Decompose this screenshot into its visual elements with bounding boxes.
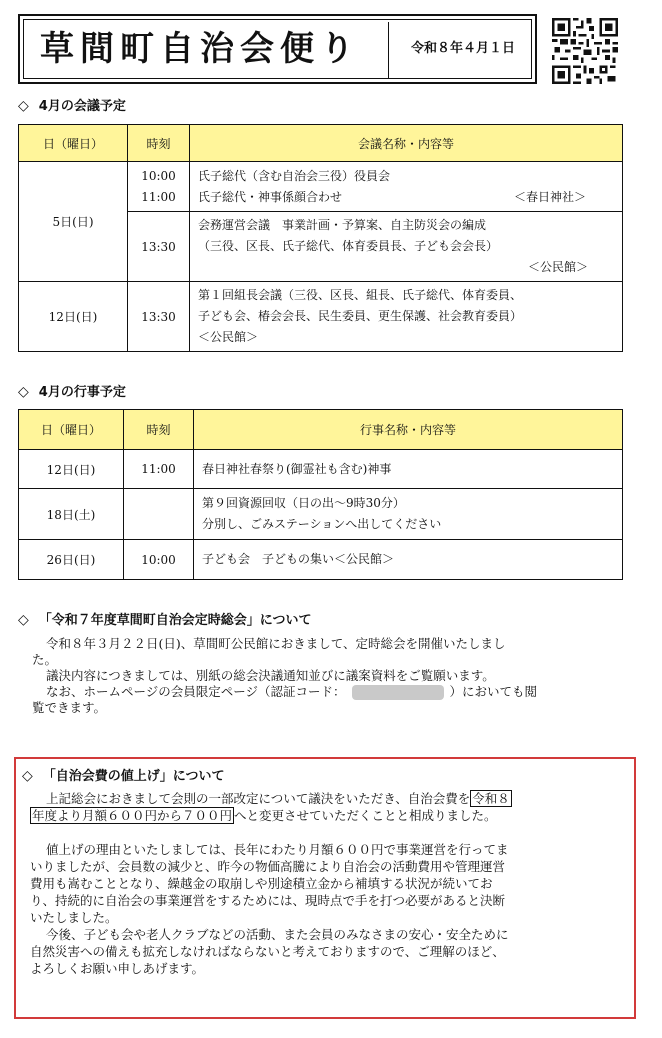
events-heading: [18, 381, 126, 400]
paragraph-line: よろしくお願い申しあげます。: [30, 961, 205, 976]
table-row-date: 12日(日): [19, 450, 124, 489]
qr-code-icon: [552, 18, 618, 84]
paragraph-line: 自然災害への備えも拡充しなければならないと考えておりますので、ご理解のほど、: [30, 944, 505, 959]
table-row-date: 5日(日): [19, 162, 128, 282]
paragraph-line: [30, 790, 628, 807]
content-line: 分別し、ごみステーションへ出してください: [202, 517, 442, 531]
content-line: 会務運営会議 事業計画・予算案、自主防災会の編成: [198, 218, 487, 232]
paragraph-line: り、持続的に自治会の事業運営をするためには、現時点で手を打つ必要があると決断: [30, 893, 506, 908]
general-meeting-body: [32, 636, 622, 716]
fee-heading: [22, 765, 225, 784]
paragraph-text: 上記総会におきまして会則の一部改定について議決をいただき、自治会費を: [46, 791, 471, 806]
venue-label: ＜公民館＞: [527, 260, 588, 274]
table-row-time: 13:30: [128, 212, 190, 282]
content-line: 氏子総代・神事係顔合わせ: [198, 189, 343, 204]
paragraph-line: 覧できます。: [32, 700, 107, 715]
fee-heading-text: 「自治会費の値上げ」について: [42, 769, 225, 784]
fee-body: [30, 790, 628, 977]
paragraph-line: [30, 807, 628, 824]
table-row-content: [190, 162, 623, 212]
table-row-content: [190, 212, 623, 282]
table-row-date: 12日(日): [19, 282, 128, 352]
meetings-heading: [18, 95, 126, 114]
paragraph-line: 令和８年３月２２日(日)、草間町公民館におきまして、定時総会を開催いたしまし: [46, 636, 506, 651]
paragraph-text: なお、ホームページの会員限定ページ（認証コード：: [46, 684, 346, 699]
meetings-table: [18, 124, 623, 352]
diamond-outline-icon: ◇: [18, 384, 29, 400]
meetings-heading-text: 4月の会議予定: [38, 99, 126, 114]
paragraph-text: へと変更させていただくことと相成りました。: [234, 808, 497, 823]
paragraph-line: た。: [32, 652, 58, 667]
col-header-content: 会議名称・内容等: [190, 125, 623, 162]
table-row-content: 子ども会 子どもの集い＜公民館＞: [194, 540, 623, 580]
col-header-time: 時刻: [128, 125, 190, 162]
paragraph-line: いりましたが、会員数の減少と、昨今の物価高騰により自治会の活動費用や管理運営: [30, 859, 506, 874]
table-row-time: [124, 489, 194, 540]
redacted-code: [352, 685, 444, 700]
paragraph-text: ）においても閲: [449, 684, 538, 699]
events-heading-text: 4月の行事予定: [38, 385, 126, 400]
content-line: 第１回組長会議（三役、区長、組長、氏子総代、体育委員、: [198, 288, 523, 302]
paragraph-line: 費用も嵩むこととなり、繰越金の取崩しや別途積立金から補填する状況が続いてお: [30, 876, 493, 891]
paragraph-line: 値上げの理由といたしましては、長年にわたり月額６００円で事業運営を行ってま: [46, 842, 509, 857]
venue-label: ＜公民館＞: [198, 330, 259, 344]
venue-label: ＜春日神社＞: [513, 189, 586, 204]
table-row-time: 13:30: [128, 282, 190, 352]
time-value: 10:00: [141, 168, 176, 183]
diamond-outline-icon: ◇: [18, 612, 29, 628]
col-header-date: 日（曜日）: [19, 125, 128, 162]
paragraph-line: [32, 684, 622, 700]
table-row-content: 春日神社春祭り(御霊社も含む)神事: [194, 450, 623, 489]
paragraph-line: 議決内容につきましては、別紙の総会決議通知並びに議案資料をご覧願います。: [46, 668, 495, 683]
general-meeting-heading: [18, 609, 312, 628]
table-row-time: [128, 162, 190, 212]
table-row-content: [194, 489, 623, 540]
content-line: 子ども会、椿会会長、民生委員、更生保護、社会教育委員）: [198, 309, 523, 323]
header-banner: [18, 14, 537, 84]
table-row-date: 18日(土): [19, 489, 124, 540]
table-row-time: 10:00: [124, 540, 194, 580]
highlighted-text: 年度より月額６００円から７００円: [32, 808, 233, 823]
events-table: [18, 409, 623, 580]
col-header-content: 行事名称・内容等: [194, 410, 623, 450]
issue-date: 令和８年４月１日: [410, 41, 515, 56]
paragraph-line: 今後、子ども会や老人クラブなどの活動、また会員のみなさまの安心・安全ために: [46, 927, 509, 942]
header-divider: [388, 22, 389, 78]
paragraph-line: いたしました。: [30, 910, 118, 925]
highlighted-text: 令和８: [472, 791, 510, 806]
table-row-date: 26日(日): [19, 540, 124, 580]
col-header-time: 時刻: [124, 410, 194, 450]
content-line: 氏子総代（含む自治会三役）役員会: [198, 168, 391, 183]
col-header-date: 日（曜日）: [19, 410, 124, 450]
time-value: 11:00: [141, 189, 176, 204]
diamond-outline-icon: ◇: [18, 98, 29, 114]
diamond-outline-icon: ◇: [22, 768, 33, 784]
table-row-time: 11:00: [124, 450, 194, 489]
page-title: 草間町自治会便り: [40, 29, 360, 69]
table-row-content: [190, 282, 623, 352]
general-meeting-heading-text: 「令和７年度草間町自治会定時総会」について: [38, 613, 312, 628]
content-line: （三役、区長、氏子総代、体育委員長、子ども会会長）: [198, 239, 499, 253]
content-line: 第９回資源回収（日の出～9時30分）: [202, 496, 405, 510]
